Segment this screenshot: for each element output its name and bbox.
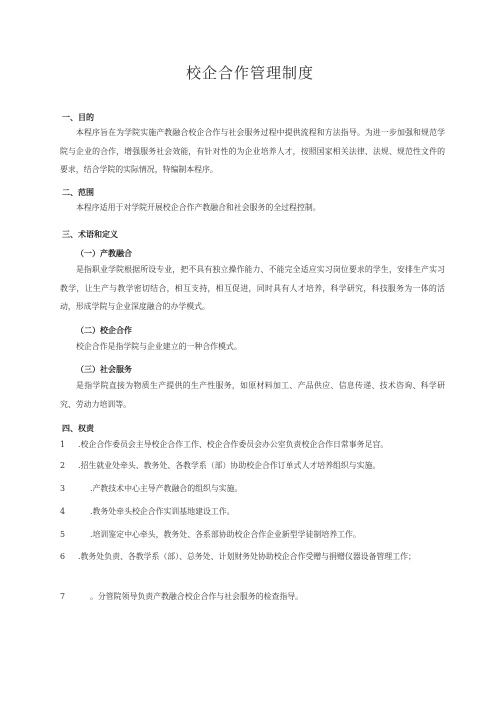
- list-item-number: 4: [60, 507, 66, 516]
- list-item-text: 。分管院领导负责产教融合校企合作与社会服务的检查指导。: [90, 592, 304, 601]
- list-item: [60, 526, 445, 545]
- section-body-scope: 本程序适用于对学院开展校企合作产教融合和社会服务的全过程控制。: [76, 203, 321, 212]
- term-heading-social-service: （三）社会服务: [76, 365, 132, 374]
- list-item-text: .教务处负责、各教学系（部）、总务处、计划财务处协助校企合作受赠与捐赠仪器设备管理工作；: [78, 552, 416, 561]
- section-heading-scope: 二、范围: [62, 188, 94, 197]
- list-item-text: .招生就业处牵头、教务处、各教学系（部）协助校企合作订单式人才培养组织与实施。: [78, 461, 381, 470]
- list-item-text: .产教技术中心主导产教融合的组织与实施。: [90, 484, 243, 493]
- list-item-number: 5: [60, 530, 66, 539]
- section-heading-responsibilities: 四、权责: [62, 424, 94, 433]
- section-body-purpose: 本程序旨在为学院实施产教融合校企合作与社会服务过程中提供流程和方法指导。为进一步加强和规范学院与企业的合作，增强服务社会效能，有针对性的为企业培养人才，按照国家相关法律、法规、规范性文件的要求，结合学院的实际情况，特编制本程序。: [60, 128, 445, 174]
- list-item: [60, 548, 445, 567]
- term-body-social-service: 是指学院直接为物质生产提供的生产性服务，如原材料加工、产品供应、信息传递、技术咨询、科学研究、劳动力培训等。: [60, 381, 445, 409]
- list-item-number: 3: [60, 484, 66, 493]
- term-body-integration: 是指职业学院根据所设专业，把不具有独立操作能力、不能完全适应实习岗位要求的学生，安排生产实习教学，让生产与教学密切结合，相互支持，相互促进，同时具有人才培养，科学研究，科技服务为一体的活动，形成学院与企业深度融合的办学模式。: [60, 265, 445, 311]
- list-item-number: 2: [60, 461, 66, 470]
- document-title: 校企合作管理制度: [185, 64, 314, 82]
- list-item: [60, 503, 445, 522]
- term-body-cooperation: 校企合作是指学院与企业建立的一种合作模式。: [76, 342, 242, 351]
- list-item-number: 7: [60, 592, 66, 601]
- list-item-text: .校企合作委员会主导校企合作工作、校企合作委员会办公室负责校企合作日常事务足宫。: [78, 440, 389, 449]
- term-heading-integration: （一）产教融合: [76, 249, 132, 258]
- term-heading-cooperation: （二）校企合作: [76, 326, 132, 335]
- list-item-text: .培训鉴定中心牵头，教务处、各系部协助校企合作企业新型学徒制培养工作。: [90, 530, 361, 539]
- list-item: [60, 436, 445, 455]
- section-heading-purpose: 一、目的: [62, 113, 94, 122]
- list-item: [60, 457, 445, 476]
- list-item-text: .教务处牵头校企合作实训基地建设工作。: [90, 507, 235, 516]
- section-heading-terms: 三、术语和定义: [62, 230, 118, 239]
- list-item: [60, 588, 445, 607]
- list-item-number: 1: [60, 440, 66, 449]
- list-item-number: 6: [60, 552, 66, 561]
- list-item: [60, 480, 445, 499]
